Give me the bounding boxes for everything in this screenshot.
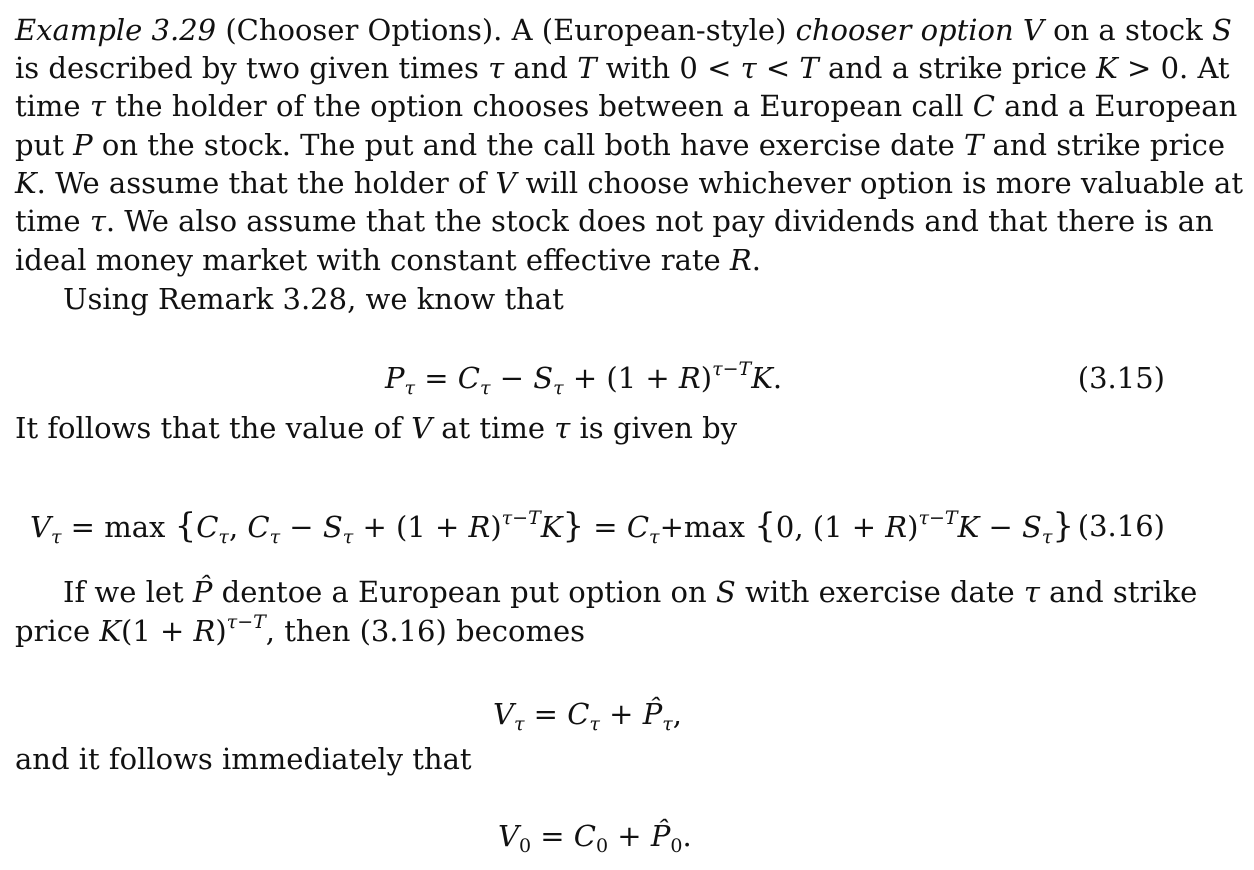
paragraph-line-4: put P on the stock. The put and the call both have exercise date T and strike price (15, 128, 1226, 162)
paragraph-line-6: time τ. We also assume that the stock does not pay dividends and that there is an (15, 204, 1214, 238)
example-title: (Chooser Options). (225, 13, 503, 47)
paragraph-line-2: is described by two given times τ and T with 0 < τ < T and a strike price K > 0. At (15, 51, 1230, 85)
equation-3-16: $V_\tau = \max \{C_\tau$, $C_\tau - S_\tau + (1 + R)^{\tau-T}K\} = C_\tau+\max$ {0, $(1 + R)^{\tau-T}K - S_\tau$} (30, 506, 1075, 548)
equation-number-3-15: (3.15) (1077, 361, 1165, 395)
paragraph-line-1: Example 3.29 (Chooser Options). A (European-style) chooser option V on a stock S (15, 13, 1232, 47)
equation-3-15: $P_\tau = C_\tau - S_\tau + (1 + R)^{\tau-T}K$. (385, 358, 783, 399)
paragraph-line-3: time τ the holder of the option chooses between a European call C and a European (15, 89, 1238, 123)
follows-line: It follows that the value of V at time τ is given by (15, 411, 738, 445)
equation-number-3-16: (3.16) (1077, 509, 1165, 543)
remark-line: Using Remark 3.28, we know that (63, 282, 564, 316)
price-line: price $K(1 + R)^{\tau-T}$, then (3.16) becomes (15, 611, 586, 648)
equation-v-0: $V_0 = C_0$ + $P̂_0$. (498, 819, 692, 857)
example-label: Example 3.29 (15, 13, 217, 47)
paragraph-line-5: K. We assume that the holder of V will choose whichever option is more valuable at (15, 166, 1243, 200)
immediately-line: and it follows immediately that (15, 742, 472, 776)
let-p-hat-line: If we let P̂ dentoe a European put option on S with exercise date τ and strike (63, 575, 1198, 609)
equation-v-tau: $V_\tau = C_\tau$ + $P̂_\tau$, (493, 697, 682, 735)
paragraph-line-7: ideal money market with constant effective rate R. (15, 243, 761, 277)
